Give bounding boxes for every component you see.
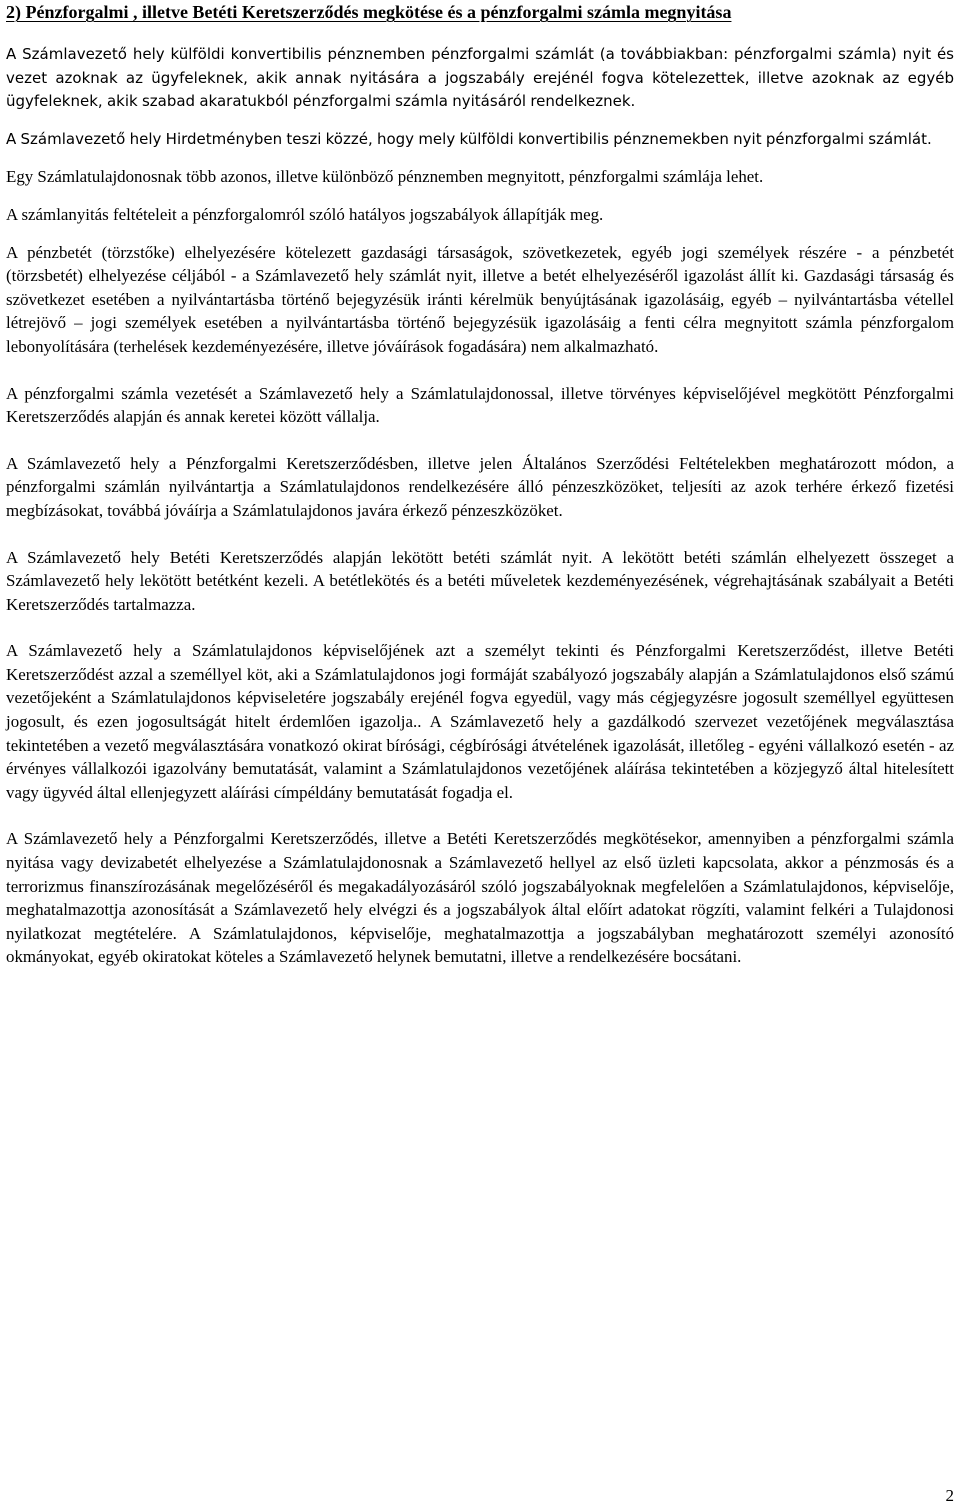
document-page <box>6 0 954 969</box>
paragraph-conditions: A számlanyitás feltételeit a pénzforgalomról szóló hatályos jogszabályok állapítják meg. <box>6 204 604 224</box>
section-heading: 2) Pénzforgalmi , illetve Betéti Keretszerződés megkötése és a pénzforgalmi számla megnyitása <box>6 2 732 22</box>
paragraph-representative: A Számlavezető hely a Számlatulajdonos képviselőjének azt a személyt tekinti és Pénzforgalmi Keretszerződést, illetve Betéti Keretszerződést azzal a személlyel köt, aki a Számlatulajdonos jogi formáját szabályozó jogszabály alapján a Számlatulajdonos első számú vezetőjeként a Számlatulajdonos képviseletére jogszabály erejénél fogva egyedül, vagy más cégjegyzésre jogosult személlyel együttesen jogosult, és ezen jogosultságát hitelt érdemlően igazolja.. A Számlavezető hely a gazdálkodó szervezet vezetőjének megválasztása tekintetében a vezető megválasztására vonatkozó okirat bírósági, cégbírósági átvételének igazolását, illetőleg - egyéni vállalkozó esetén - az érvényes vállalkozói igazolvány bemutatását, valamint a Számlatulajdonos vezetőjének aláírása tekintetében a közjegyző által hitelesített vagy ügyvéd által ellenjegyzett aláírási címpéldány bemutatását fogadja el. <box>6 641 954 802</box>
page-number: 2 <box>945 1486 954 1505</box>
paragraph-multiple-accounts: Egy Számlatulajdonosnak több azonos, illetve különböző pénznemben megnyitott, pénzforgalmi számlája lehet. <box>6 167 764 187</box>
paragraph-identification: A Számlavezető hely a Pénzforgalmi Keretszerződés, illetve a Betéti Keretszerződés megkötésekor, amennyiben a pénzforgalmi számla nyitása vagy devizabetét elhelyezése a Számlatulajdonosnak a Számlavezető hellyel az első üzleti kapcsolata, akkor a pénzmosás és a terrorizmus finanszírozásának megelőzéséről és megakadályozásáról szóló jogszabályoknak megfelelően a Számlatulajdonos, képviselője, meghatalmazottja azonosítását a Számlavezető hely elvégzi és a jogszabályok által előírt adatokat rögzíti, valamint felkéri a Tulajdonosi nyilatkozat megtételére. A Számlatulajdonos, képviselője, meghatalmazottja a jogszabályban meghatározott személyi azonosító okmányokat, egyéb okiratokat köteles a Számlavezető helynek bemutatni, illetve a rendelkezésére bocsátani. <box>6 829 954 967</box>
paragraph-account-opening: A Számlavezető hely külföldi konvertibilis pénznemben pénzforgalmi számlát (a továbbiakban: pénzforgalmi számla) nyit és vezet azoknak az ügyfeleknek, akik annak nyitására a jogszabály erejénél fogva kötelezettek, illetve azoknak az egyéb ügyfeleknek, akik szabad akaratukból pénzforgalmi számla nyitásáról rendelkeznek. <box>6 45 954 111</box>
paragraph-announcement: A Számlavezető hely Hirdetményben teszi közzé, hogy mely külföldi konvertibilis pénznemekben nyit pénzforgalmi számlát. <box>6 129 932 148</box>
paragraph-capital-deposit: A pénzbetét (törzstőke) elhelyezésére kötelezett gazdasági társaságok, szövetkezetek, egyéb jogi személyek részére - a pénzbetét (törzsbetét) elhelyezése céljából - a Számlavezető hely számlát nyit, illetve a betét elhelyezéséről igazolást állít ki. Gazdasági társaság és szövetkezet esetében a nyilvántartásba történő bejegyzésük iránti kérelmük benyújtásának igazolásáig, egyéb – nyilvántartásba vétellel létrejövő – jogi személyek esetében a nyilvántartásba történő bejegyzésük igazolásáig a fenti célra megnyitott számla pénzforgalom lebonyolítására (terhelések kezdeményezésére, illetve jóváírások fogadására) nem alkalmazható. <box>6 242 954 356</box>
paragraph-deposit-account: A Számlavezető hely Betéti Keretszerződés alapján lekötött betéti számlát nyit. A lekötött betéti számlán elhelyezett összeget a Számlavezető hely lekötött betétként kezeli. A betétlekötés és a betéti műveletek kezdeményezésének, végrehajtásának szabályait a Betéti Keretszerződés tartalmazza. <box>6 547 954 614</box>
paragraph-framework-contract: A pénzforgalmi számla vezetését a Számlavezető hely a Számlatulajdonossal, illetve törvényes képviselőjével megkötött Pénzforgalmi Keretszerződés alapján és annak keretei között vállalja. <box>6 383 954 427</box>
paragraph-account-records: A Számlavezető hely a Pénzforgalmi Keretszerződésben, illetve jelen Általános Szerződési Feltételekben meghatározott módon, a pénzforgalmi számlán nyilvántartja a Számlatulajdonos rendelkezésére álló pénzeszközöket, teljesíti az azok terhére érkező fizetési megbízásokat, továbbá jóváírja a Számlatulajdonos javára érkező pénzeszközöket. <box>6 453 954 520</box>
